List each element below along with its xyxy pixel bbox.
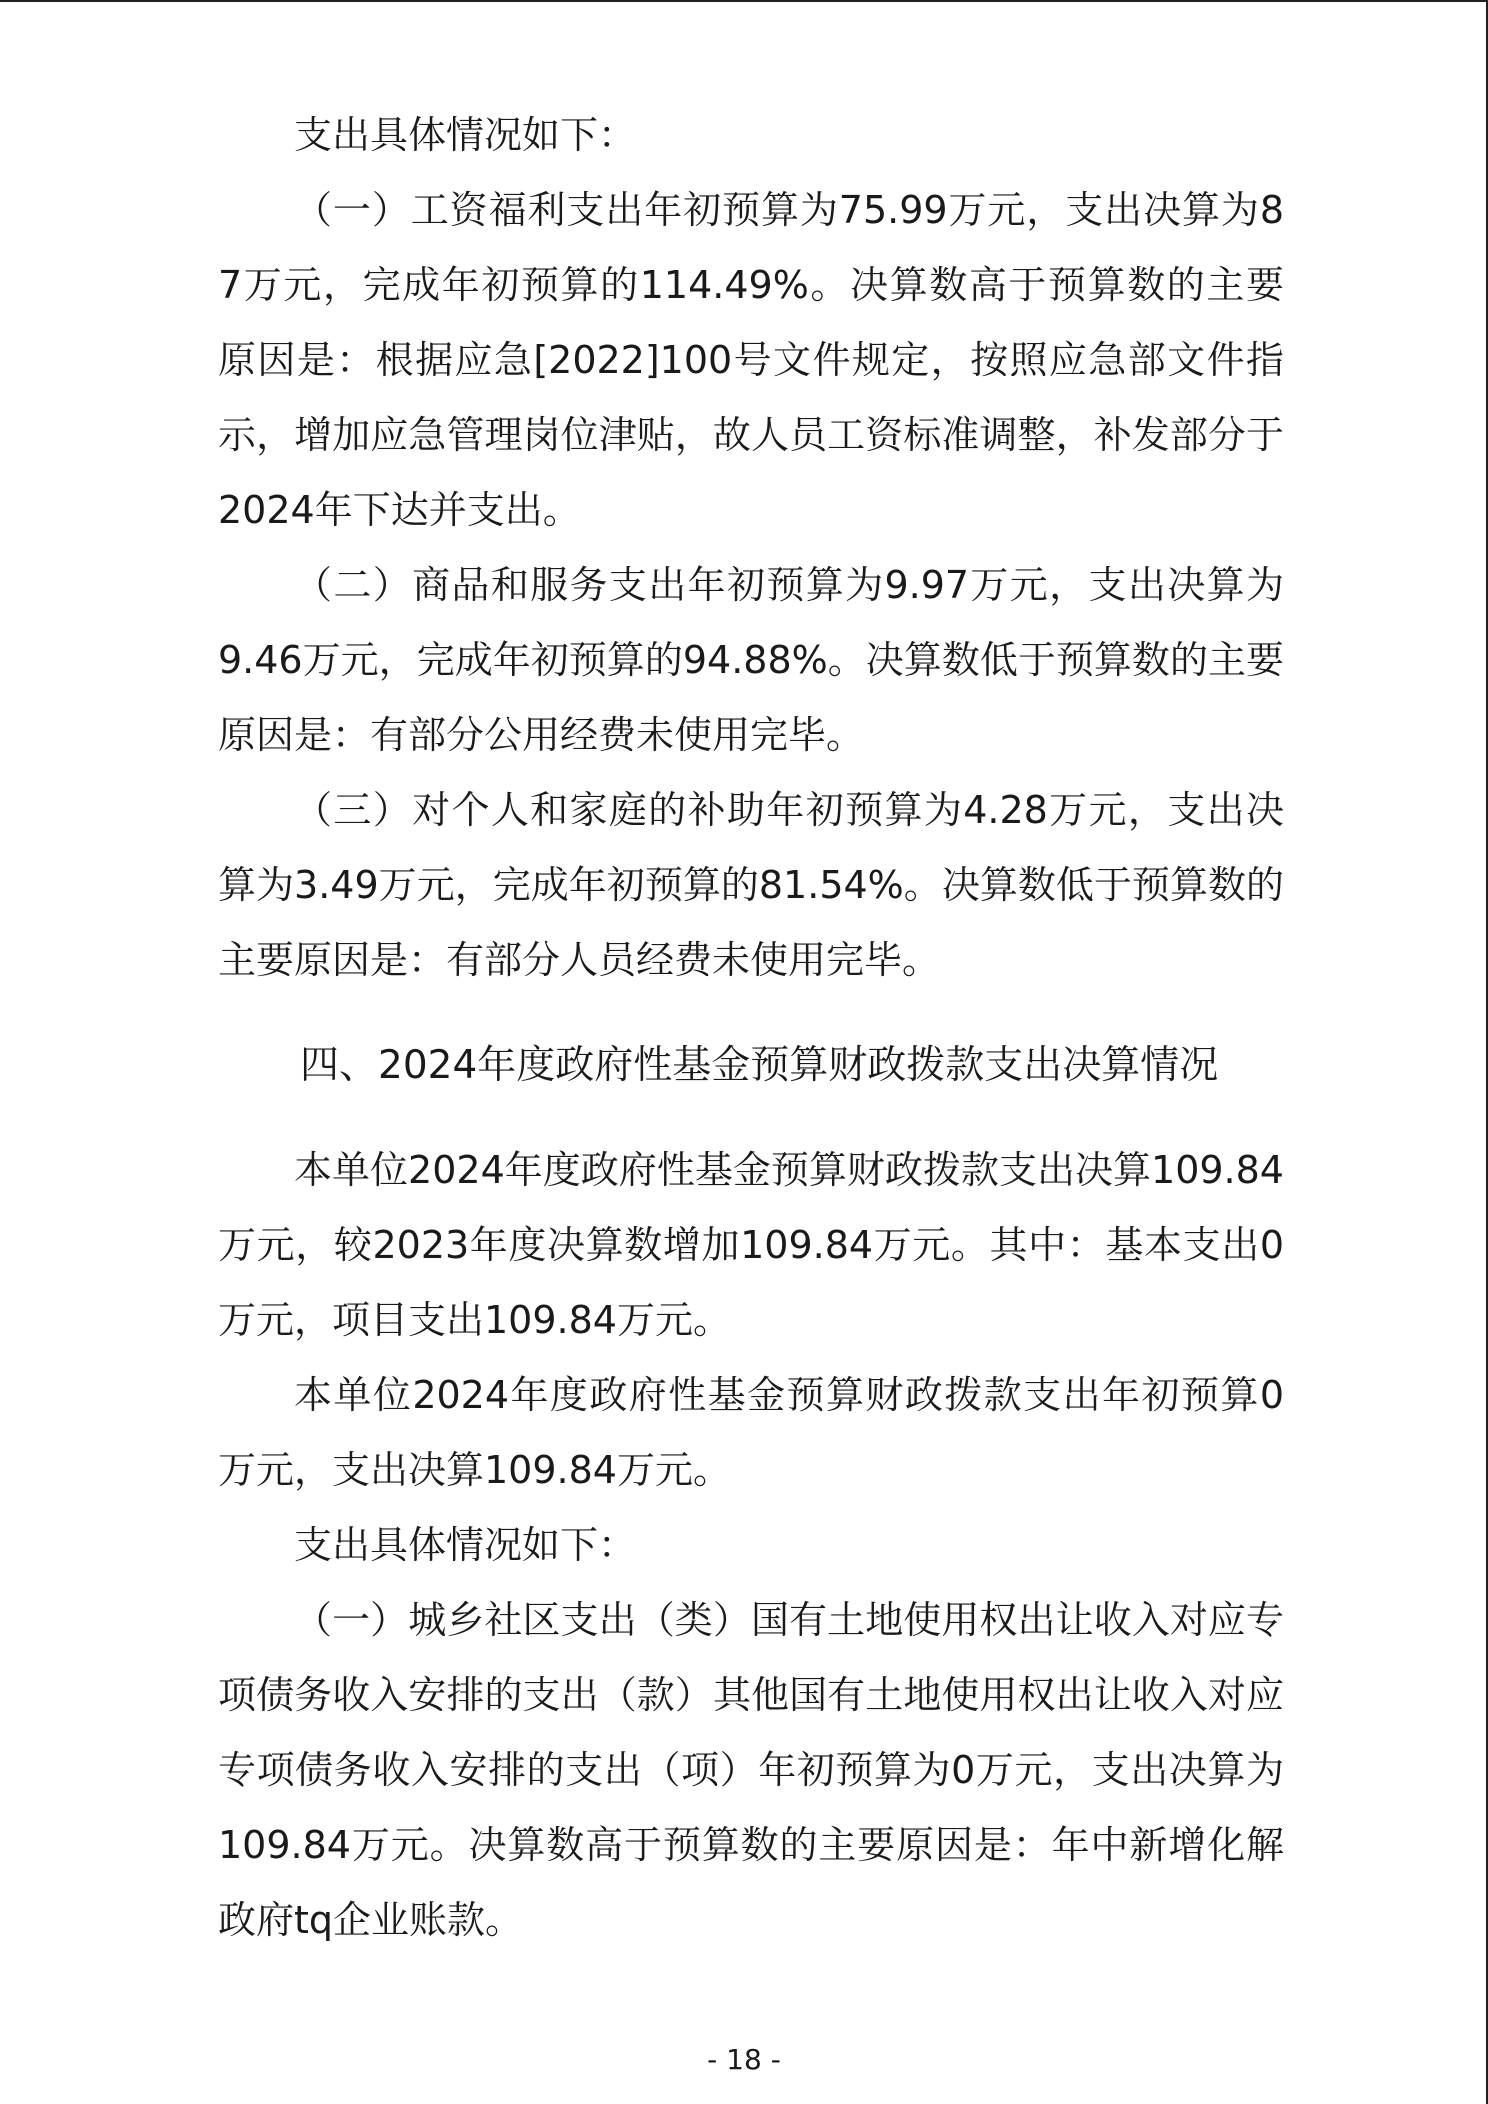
paragraph: （一）城乡社区支出（类）国有土地使用权出让收入对应专项债务收入安排的支出（款）其他国有土地使用权出让收入对应专项债务收入安排的支出（项）年初预算为0万元，支出决算为109.84万元。决算数高于预算数的主要原因是：年中新增化解政府tq企业账款。 bbox=[218, 1598, 1284, 1942]
paragraph: （二）商品和服务支出年初预算为9.97万元，支出决算为9.46万元，完成年初预算的94.88%。决算数低于预算数的主要原因是：有部分公用经费未使用完毕。 bbox=[218, 563, 1284, 757]
paragraph: 本单位2024年度政府性基金预算财政拨款支出决算109.84万元，较2023年度决算数增加109.84万元。其中：基本支出0万元，项目支出109.84万元。 bbox=[218, 1148, 1284, 1342]
paragraph: （三）对个人和家庭的补助年初预算为4.28万元，支出决算为3.49万元，完成年初预算的81.54%。决算数低于预算数的主要原因是：有部分人员经费未使用完毕。 bbox=[218, 788, 1284, 982]
paragraph: 本单位2024年度政府性基金预算财政拨款支出年初预算0万元，支出决算109.84万元。 bbox=[218, 1373, 1284, 1492]
page-top-border bbox=[0, 0, 1488, 2]
paragraph: 支出具体情况如下： bbox=[294, 1523, 637, 1567]
section-heading: 四、2024年度政府性基金预算财政拨款支出决算情况 bbox=[300, 1043, 1219, 1088]
paragraph: （一）工资福利支出年初预算为75.99万元，支出决算为87万元，完成年初预算的114.49%。决算数高于预算数的主要原因是：根据应急[2022]100号文件规定，按照应急部文件指示，增加应急管理岗位津贴，故人员工资标准调整，补发部分于2024年下达并支出。 bbox=[218, 188, 1284, 532]
page-number: - 18 - bbox=[707, 2043, 781, 2076]
document-body bbox=[218, 98, 1284, 1958]
paragraph: 支出具体情况如下： bbox=[294, 113, 637, 157]
